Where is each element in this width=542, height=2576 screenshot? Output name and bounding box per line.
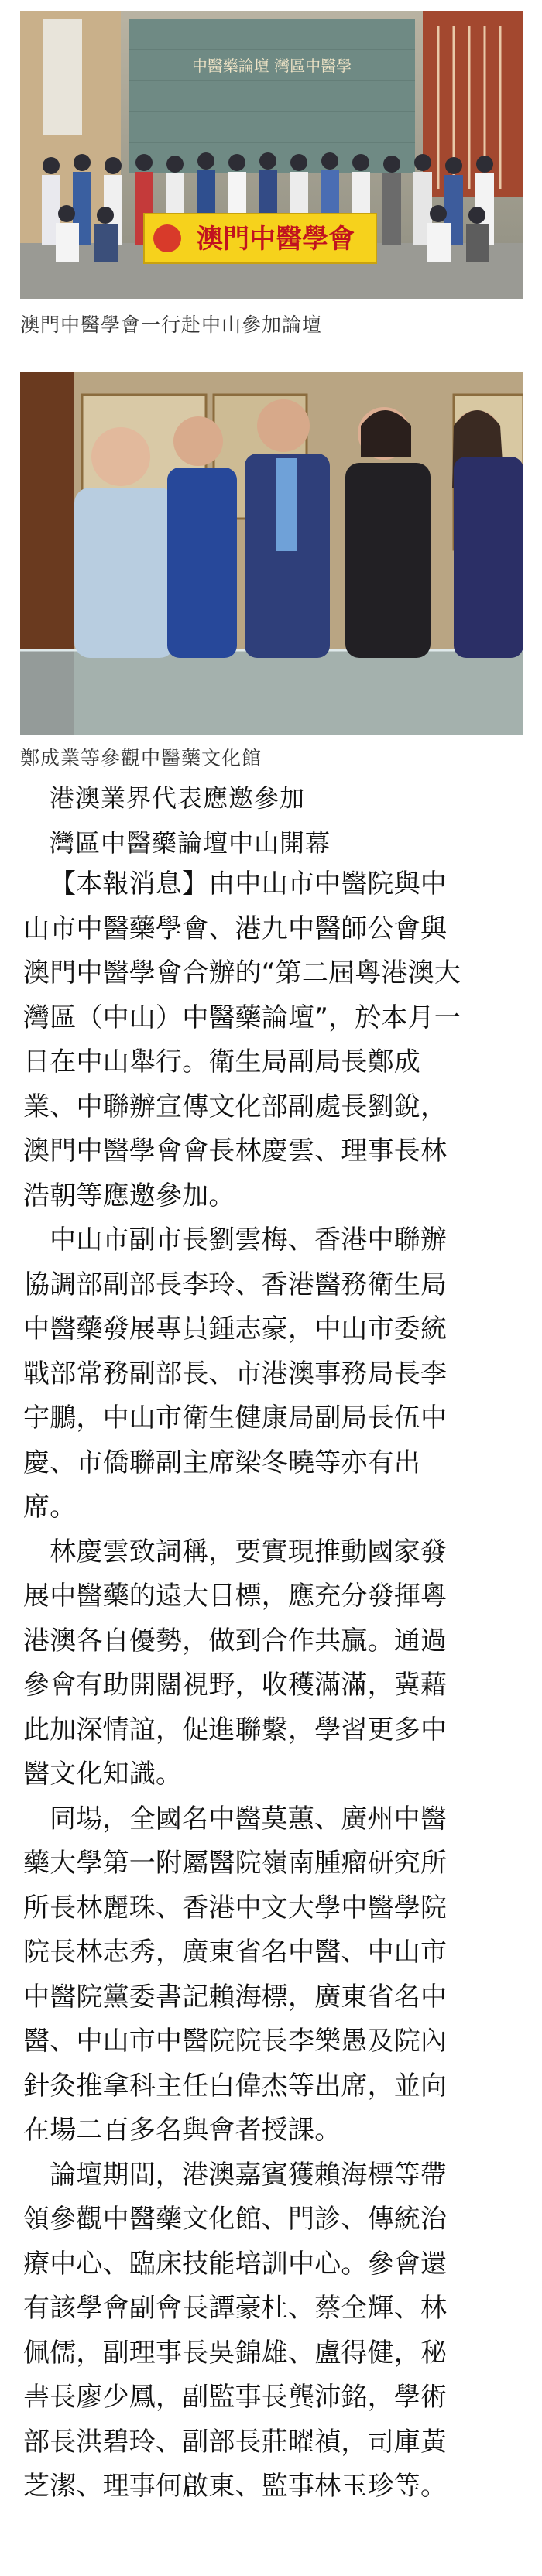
photo-caption: 澳門中醫學會一行赴中山參加論壇 (20, 313, 323, 336)
wall-inscription: 中醫藥論壇 灣區中醫學 (191, 57, 352, 75)
headline: 灣區中醫藥論壇中山開幕 (50, 828, 331, 858)
article-paragraph: 林慶雲致詞稱，要實現推動國家發 展中醫藥的遠大目標，應充分發揮粵 港澳各自優勢，做到合作共贏。通過 參會有助開闊視野，收穫滿滿，冀藉 此加深情誼，促進聯繫，學習更多中 醫文化知識。 (23, 1536, 448, 1790)
article-paragraph: 【本報消息】由中山市中醫院與中 山市中醫藥學會、港九中醫師公會與 澳門中醫學會合辦的“第二屆粵港澳大 灣區（中山）中醫藥論壇”，於本月一 日在中山舉行。衛生局副局長鄭成 業、中聯辦宣傳文化部副處長劉銳， 澳門中醫學會會長林慶雲、理事長林 浩朝等應邀參加。 (23, 868, 461, 1211)
article-body (23, 862, 519, 2509)
banner-text: 澳門中醫學會 (197, 224, 355, 255)
article-paragraph: 論壇期間，港澳嘉賓獲賴海標等帶 領參觀中醫藥文化館、門診、傳統治 療中心、臨床技能培訓中心。參會還 有該學會副會長譚豪杜、蔡全輝、林 佩儒，副理事長吳錦雄、盧得健，秘 書長廖少鳳，副監事長龔沛銘，學術 部長洪碧玲、副部長莊曜禎，司庫黃 芝潔、理事何啟東、監事林玉珍等。 (23, 2159, 448, 2502)
photo-caption: 鄭成業等參觀中醫藥文化館 (20, 747, 262, 769)
group-photo (20, 11, 523, 299)
article-paragraph: 同場，全國名中醫莫蕙、廣州中醫 藥大學第一附屬醫院嶺南腫瘤研究所 所長林麗珠、香港中文大學中醫學院 院長林志秀，廣東省名中醫、中山市 中醫院黨委書記賴海標，廣東省名中 醫、中山市中醫院院長李樂愚及院內 針灸推拿科主任白偉杰等出席，並向 在場二百多名與會者授課。 (23, 1803, 448, 2146)
museum-visit-photo (20, 372, 523, 735)
article-paragraph: 中山市副市長劉雲梅、香港中聯辦 協調部副部長李玲、香港醫務衛生局 中醫藥發展專員鍾志豪，中山市委統 戰部常務副部長、市港澳事務局長李 宇鵬，中山市衛生健康局副局長伍中 慶、市僑聯副主席梁冬曉等亦有出 席。 (23, 1225, 448, 1523)
subheadline: 港澳業界代表應邀參加 (50, 783, 306, 813)
